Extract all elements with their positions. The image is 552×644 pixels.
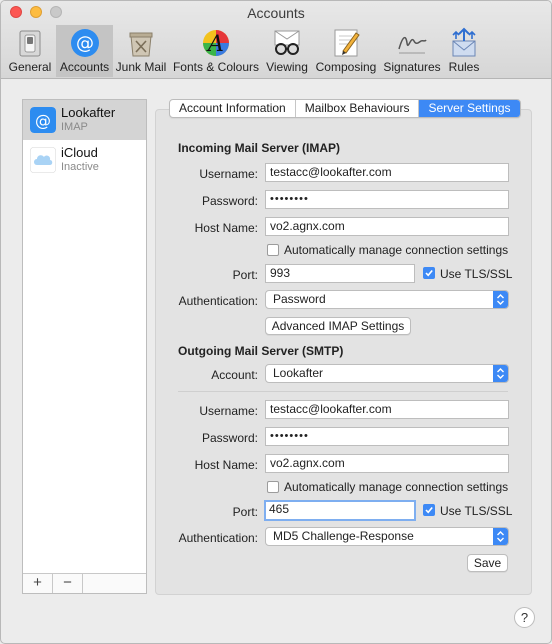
account-type: Inactive xyxy=(61,161,99,173)
outgoing-password-field[interactable]: •••••••• xyxy=(265,427,509,446)
outgoing-account-value: Lookafter xyxy=(273,366,324,380)
sidebar-footer xyxy=(23,573,146,593)
toolbar-accounts[interactable] xyxy=(56,25,113,77)
tab-mailbox-behaviours[interactable]: Mailbox Behaviours xyxy=(296,100,420,117)
rules-envelope-icon xyxy=(448,27,480,59)
outgoing-auth-popup[interactable] xyxy=(265,527,509,546)
incoming-auth-popup[interactable] xyxy=(265,290,509,309)
outgoing-auto-manage-checkbox[interactable] xyxy=(267,481,279,493)
incoming-username-label: Username: xyxy=(199,167,258,181)
incoming-tls-checkbox[interactable] xyxy=(423,267,435,279)
incoming-port-label: Port: xyxy=(232,268,258,282)
svg-text:@: @ xyxy=(35,111,51,130)
outgoing-password-label: Password: xyxy=(201,431,258,445)
titlebar xyxy=(1,1,551,79)
outgoing-account-label: Account: xyxy=(211,368,258,382)
incoming-port-field[interactable]: 993 xyxy=(265,264,415,283)
toolbar-general[interactable] xyxy=(6,25,54,77)
at-sign-icon xyxy=(69,27,101,59)
svg-text:@: @ xyxy=(75,33,94,54)
toolbar-rules-label: Rules xyxy=(448,60,480,74)
toolbar-viewing-label: Viewing xyxy=(266,60,308,74)
outgoing-tls-label: Use TLS/SSL xyxy=(440,504,513,518)
checkmark-icon xyxy=(424,505,434,515)
toolbar-signatures-label: Signatures xyxy=(383,60,441,74)
toolbar-accounts-label: Accounts xyxy=(59,60,110,74)
account-item-icloud[interactable] xyxy=(23,140,146,180)
incoming-auth-value: Password xyxy=(273,292,326,306)
remove-account-button[interactable]: − xyxy=(53,574,83,593)
outgoing-username-field[interactable]: testacc@lookafter.com xyxy=(265,400,509,419)
toolbar-composing[interactable] xyxy=(313,25,379,77)
accounts-sidebar xyxy=(22,99,147,594)
window-title: Accounts xyxy=(247,5,305,21)
toolbar-viewing[interactable] xyxy=(263,25,311,77)
tab-bar xyxy=(169,99,521,118)
at-sign-icon xyxy=(30,107,56,133)
outgoing-section-title: Outgoing Mail Server (SMTP) xyxy=(178,344,344,358)
junk-mail-bin-icon xyxy=(125,27,157,59)
svg-text:A: A xyxy=(208,32,224,57)
popup-arrows-icon xyxy=(493,528,508,545)
outgoing-host-label: Host Name: xyxy=(194,458,258,472)
outgoing-port-field[interactable]: 465 xyxy=(264,500,416,521)
incoming-username-field[interactable]: testacc@lookafter.com xyxy=(265,163,509,182)
incoming-section-title: Incoming Mail Server (IMAP) xyxy=(178,141,341,155)
add-account-button[interactable]: + xyxy=(23,574,53,593)
toolbar-fonts-colours-label: Fonts & Colours xyxy=(172,60,260,74)
outgoing-tls-checkbox[interactable] xyxy=(423,504,435,516)
section-divider xyxy=(178,391,508,392)
popup-arrows-icon xyxy=(493,291,508,308)
toolbar-general-label: General xyxy=(8,60,52,74)
signature-icon xyxy=(396,27,428,59)
help-button[interactable]: ? xyxy=(514,607,535,628)
incoming-auto-manage-checkbox[interactable] xyxy=(267,244,279,256)
incoming-auth-label: Authentication: xyxy=(178,294,258,308)
account-type: IMAP xyxy=(61,121,88,133)
incoming-host-label: Host Name: xyxy=(194,221,258,235)
icloud-icon xyxy=(30,147,56,173)
composing-pencil-icon xyxy=(330,27,362,59)
toolbar-signatures[interactable] xyxy=(381,25,443,77)
account-item-lookafter[interactable] xyxy=(23,100,146,140)
outgoing-username-label: Username: xyxy=(199,404,258,418)
outgoing-port-label: Port: xyxy=(232,505,258,519)
outgoing-auth-label: Authentication: xyxy=(178,531,258,545)
popup-arrows-icon xyxy=(493,365,508,382)
toolbar-fonts-colours[interactable] xyxy=(171,25,261,77)
save-button[interactable]: Save xyxy=(467,554,508,572)
account-name: iCloud xyxy=(61,145,98,160)
outgoing-auto-manage-label: Automatically manage connection settings xyxy=(284,480,509,494)
toolbar-junk-mail[interactable] xyxy=(114,25,168,77)
checkmark-icon xyxy=(424,268,434,278)
incoming-password-label: Password: xyxy=(201,194,258,208)
incoming-password-field[interactable]: •••••••• xyxy=(265,190,509,209)
toolbar-rules[interactable] xyxy=(445,25,483,77)
incoming-auto-manage-label: Automatically manage connection settings xyxy=(284,243,509,257)
incoming-tls-label: Use TLS/SSL xyxy=(440,267,513,281)
viewing-glasses-icon xyxy=(271,27,303,59)
tab-server-settings[interactable]: Server Settings xyxy=(419,100,519,117)
outgoing-auth-value: MD5 Challenge-Response xyxy=(273,529,414,543)
outgoing-account-popup[interactable] xyxy=(265,364,509,383)
outgoing-host-field[interactable]: vo2.agnx.com xyxy=(265,454,509,473)
tab-account-information[interactable]: Account Information xyxy=(170,100,296,117)
toolbar-junk-mail-label: Junk Mail xyxy=(115,60,167,74)
toolbar-composing-label: Composing xyxy=(315,60,377,74)
general-switch-icon xyxy=(14,27,46,59)
incoming-host-field[interactable]: vo2.agnx.com xyxy=(265,217,509,236)
fonts-colours-icon xyxy=(200,27,232,59)
advanced-imap-settings-button[interactable]: Advanced IMAP Settings xyxy=(265,317,411,335)
account-name: Lookafter xyxy=(61,105,116,120)
